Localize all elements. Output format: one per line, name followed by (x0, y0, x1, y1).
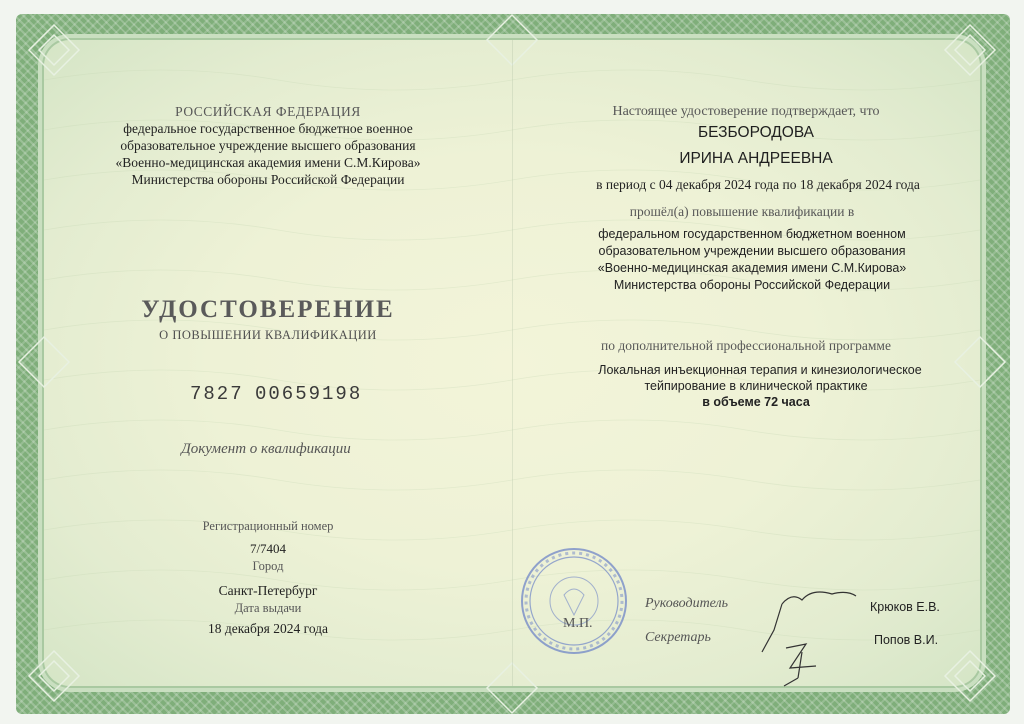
serial-number: 00659198 (255, 383, 363, 405)
institution-line: «Военно-медицинская академия имени С.М.Кирова» (115, 155, 421, 170)
training-period: в период с 04 декабря 2024 года по 18 декабря 2024 года (596, 177, 920, 192)
issue-date-label: Дата выдачи (234, 601, 302, 615)
program-volume: в объеме 72 часа (702, 395, 810, 409)
institution-line: Министерства обороны Российской Федерации (131, 172, 405, 187)
corner-ornament-icon (24, 646, 84, 706)
document-title: УДОСТОВЕРЕНИЕ (141, 296, 395, 323)
corner-ornament-icon (24, 20, 84, 80)
program-label: по дополнительной профессиональной программе (601, 338, 891, 353)
signature-secretary-icon (776, 638, 836, 688)
corner-ornament-icon (940, 646, 1000, 706)
city-label: Город (252, 559, 284, 573)
institution-line: федеральное государственное бюджетное военное (123, 121, 413, 136)
registration-value: 7/7404 (249, 541, 287, 556)
city-value: Санкт-Петербург (218, 583, 318, 598)
intro-text: Настоящее удостоверение подтверждает, что (612, 104, 880, 119)
stamp-mark: М.П. (563, 616, 593, 631)
document-type: Документ о квалификации (181, 441, 351, 457)
serial-series: 7827 (190, 383, 244, 405)
secretary-name: Попов В.И. (874, 633, 939, 647)
recipient-given-names: ИРИНА АНДРЕЕВНА (679, 150, 833, 167)
document-subtitle: О ПОВЫШЕНИИ КВАЛИФИКАЦИИ (159, 328, 377, 342)
country-heading: РОССИЙСКАЯ ФЕДЕРАЦИЯ (175, 104, 361, 119)
head-label: Руководитель (645, 596, 729, 611)
corner-ornament-icon (940, 20, 1000, 80)
secretary-label: Секретарь (645, 630, 711, 645)
program-line: Локальная инъекционная терапия и кинезиологическое (598, 363, 922, 377)
institution-line: Министерства обороны Российской Федерации (613, 278, 891, 292)
head-name: Крюков Е.В. (870, 600, 940, 614)
institution-line: образовательное учреждение высшего образования (120, 138, 416, 153)
recipient-surname: БЕЗБОРОДОВА (697, 124, 815, 141)
issue-date-value: 18 декабря 2024 года (207, 621, 329, 636)
institution-line: «Военно-медицинская академия имени С.М.Кирова» (597, 261, 907, 275)
passed-text: прошёл(а) повышение квалификации в (629, 204, 855, 219)
program-line: тейпирование в клинической практике (644, 379, 868, 393)
corner-ornament-icon (14, 332, 74, 392)
page-fold (512, 40, 513, 686)
registration-label: Регистрационный номер (202, 519, 334, 533)
institution-line: образовательном учреждении высшего образования (598, 244, 906, 258)
institution-line: федеральном государственном бюджетном военном (598, 227, 906, 241)
corner-ornament-icon (950, 332, 1010, 392)
stamp-seal-icon (518, 545, 630, 657)
